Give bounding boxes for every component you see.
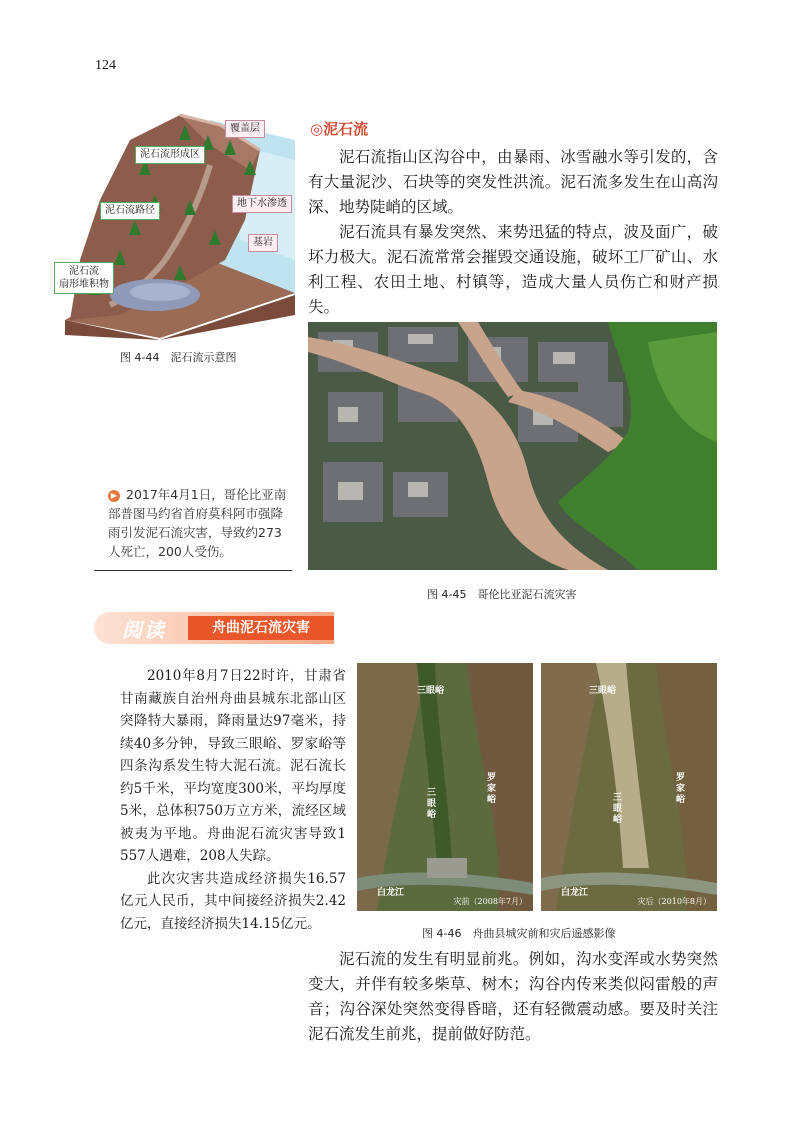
- reading-body: [120, 665, 346, 935]
- place-sanyanyu: 三眼峪: [427, 788, 437, 820]
- play-arrow-icon: ▶: [108, 490, 120, 502]
- reading-title: 舟曲泥石流灾害: [188, 616, 334, 640]
- place-bailongjiang-after: 白龙江: [561, 888, 589, 898]
- figure-4-45-caption: 图 4-45 哥伦比亚泥石流灾害: [427, 588, 577, 601]
- place-bailongjiang: 白龙江: [377, 888, 405, 898]
- satellite-after-illustration: [541, 663, 717, 911]
- place-sanyanyu-top-after: 三眼峪: [589, 686, 617, 696]
- page-number: 124: [95, 58, 116, 73]
- label-fan-line2: 扇形堆积物: [59, 279, 109, 290]
- label-fan-deposit: [54, 262, 114, 294]
- divider-rule: [94, 570, 292, 571]
- place-sanyanyu-after: 三眼峪: [613, 793, 623, 825]
- place-luojiayu-after: 罗家峪: [676, 773, 686, 805]
- section-heading: ◎泥石流: [310, 120, 369, 138]
- satellite-before-label: 灾前（2008年7月）: [453, 897, 527, 906]
- debris-flow-diagram: [60, 110, 300, 340]
- reading-banner: [94, 612, 334, 644]
- side-note: [108, 485, 292, 561]
- section-paragraph-2: 泥石流具有暴发突然、来势迅猛的特点，波及面广，破坏力极大。泥石流常常会摧毁交通设施，破坏工厂矿山、水利工程、农田土地、村镇等，造成大量人员伤亡和财产损失。: [308, 223, 718, 316]
- aerial-photo-illustration: [308, 322, 717, 570]
- satellite-after-label: 灾后（2010年8月）: [637, 897, 711, 906]
- figure-4-44-caption: 图 4-44 泥石流示意图: [120, 351, 237, 364]
- satellite-before: [357, 663, 533, 911]
- reading-paragraph-2: 此次灾害共造成经济损失16.57亿元人民币，其中间接经济损失2.42亿元，直接经济损失14.15亿元。: [120, 870, 346, 932]
- place-sanyanyu-top: 三眼峪: [417, 686, 445, 696]
- satellite-before-illustration: [357, 663, 533, 911]
- section-paragraph-1: 泥石流指山区沟谷中，由暴雨、冰雪融水等引发的，含有大量泥沙、石块等的突发性洪流。泥石流多发生在山高沟深、地势陡峭的区域。: [308, 148, 718, 216]
- label-bedrock: 基岩: [248, 234, 278, 252]
- reading-paragraph-1: 2010年8月7日22时许，甘肃省甘南藏族自治州舟曲县城东北部山区突降特大暴雨，降雨量达97毫米，持续40多分钟，导致三眼峪、罗家峪等四条沟系发生特大泥石流。泥石流长约5千米，平均宽度300米，平均厚度5米，总体积750万立方米，流经区域被夷为平地。舟曲泥石流灾害导致1 557人遇难，208人失踪。: [120, 668, 346, 864]
- section-body: [308, 145, 718, 320]
- label-groundwater: 地下水渗透: [232, 195, 292, 213]
- label-formation-area: 泥石流形成区: [135, 146, 205, 164]
- label-cover-layer: 覆盖层: [225, 120, 265, 138]
- label-flow-path: 泥石流路径: [100, 202, 160, 220]
- closing-paragraph: 泥石流的发生有明显前兆。例如，沟水变浑或水势突然变大，并伴有较多柴草、树木；沟谷内传来类似闷雷般的声音；沟谷深处突然变得昏暗，还有轻微震动感。要及时关注泥石流发生前兆，提前做好防范。: [308, 950, 718, 1043]
- label-fan-line1: 泥石流: [69, 266, 99, 277]
- reading-label: 阅读: [122, 618, 166, 642]
- satellite-after: [541, 663, 717, 911]
- place-luojiayu: 罗家峪: [487, 773, 497, 805]
- colombia-disaster-photo: [308, 322, 717, 570]
- side-note-text: 2017年4月1日，哥伦比亚南部普图马约省首府莫科阿市强降雨引发泥石流灾害，导致约273人死亡，200人受伤。: [108, 487, 287, 559]
- diagram-illustration: [60, 110, 300, 340]
- closing-body: [308, 947, 718, 1047]
- figure-4-46-caption: 图 4-46 舟曲县城灾前和灾后遥感影像: [422, 927, 616, 940]
